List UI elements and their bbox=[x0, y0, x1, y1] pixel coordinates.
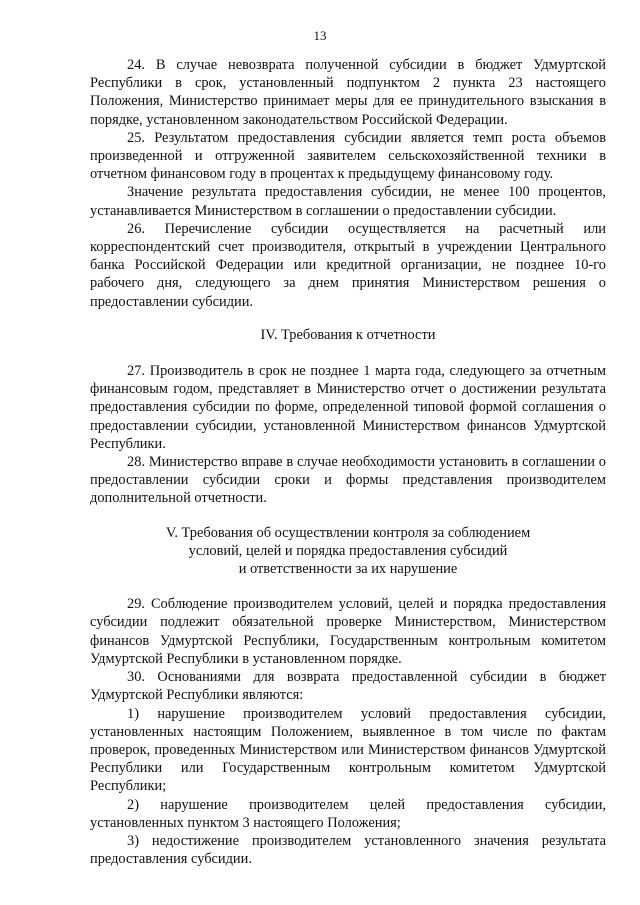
section-v-heading bbox=[90, 524, 606, 579]
section-v-heading-line-2: условий, целей и порядка предоставления субсидий bbox=[188, 542, 508, 559]
section-v-heading-line-1: V. Требования об осуществлении контроля за соблюдением bbox=[165, 524, 531, 541]
paragraph-30: 30. Основаниями для возврата предоставленной субсидии в бюджет Удмуртской Республики являются: bbox=[90, 669, 606, 704]
list-item-2: 2) нарушение производителем целей предоставления субсидии, установленных пунктом 3 настоящего Положения; bbox=[90, 796, 606, 831]
paragraph-29: 29. Соблюдение производителем условий, целей и порядка предоставления субсидии подлежит обязательной проверке Министерством, Министерством финансов Удмуртской Республики, Государственным контрольным комитетом Удмуртской Республики в установленном порядке. bbox=[90, 596, 606, 667]
paragraph-27: 27. Производитель в срок не позднее 1 марта года, следующего за отчетным финансовым годом, представляет в Министерство отчет о достижении результата предоставления субсидии по форме, определенной типовой формой соглашения о предоставлении субсидии, установленной Министерством финансов Удмуртской Республики. bbox=[90, 363, 606, 452]
section-v-heading-line-3: и ответственности за их нарушение bbox=[238, 561, 458, 578]
page-number: 13 bbox=[313, 28, 327, 43]
paragraph-24: 24. В случае невозврата полученной субсидии в бюджет Удмуртской Республики в срок, установленный подпунктом 2 пункта 23 настоящего Положения, Министерство принимает меры для ее принудительного взыскания в порядке, установленном законодательством Российской Федерации. bbox=[90, 57, 606, 128]
section-iv-heading: IV. Требования к отчетности bbox=[260, 326, 436, 343]
paragraph-26: 26. Перечисление субсидии осуществляется на расчетный или корреспондентский счет производителя, открытый в учреждении Центрального банка Российской Федерации или кредитной организации, не позднее 10-го рабочего дня, следующего за днем принятия Министерством решения о предоставлении субсидии. bbox=[90, 220, 606, 310]
document-body bbox=[90, 56, 606, 868]
paragraph-25: 25. Результатом предоставления субсидии является темп роста объемов произведенной и отгруженной заявителем сельскохозяйственной техники в отчетном финансовом году в процентах к предыдущему финансовому году. bbox=[90, 129, 606, 183]
paragraph-28: 28. Министерство вправе в случае необходимости установить в соглашении о предоставлении субсидии сроки и формы представления производителем дополнительной отчетности. bbox=[90, 454, 606, 507]
list-item-1: 1) нарушение производителем условий предоставления субсидии, установленных настоящим Положением, выявленное в том числе по фактам проверок, проведенных Министерством или Министерством финансов Удмуртской Республики или Государственным контрольным комитетом Удмуртской Республики; bbox=[90, 705, 606, 795]
list-item-3: 3) недостижение производителем установленного значения результата предоставления субсидии. bbox=[90, 832, 606, 868]
paragraph-25-value: Значение результата предоставления субсидии, не менее 100 процентов, устанавливается Министерством в соглашении о предоставлении субсидии. bbox=[90, 184, 606, 219]
